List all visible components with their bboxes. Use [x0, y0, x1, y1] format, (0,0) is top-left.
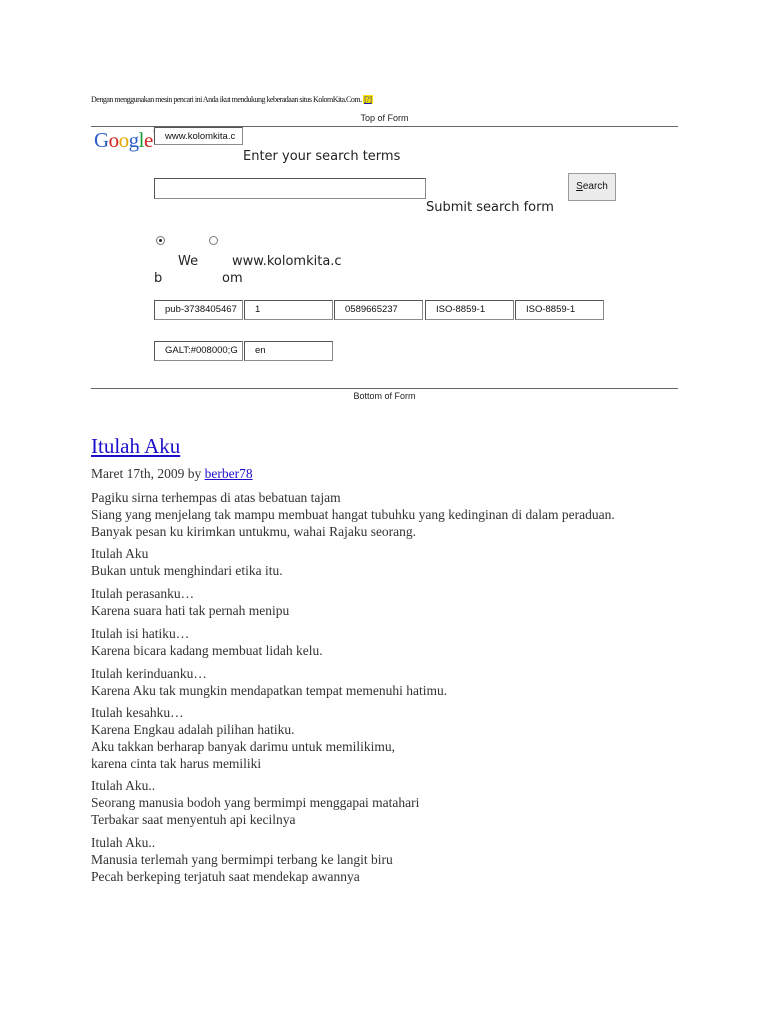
- hl-field[interactable]: en: [244, 341, 333, 361]
- intro-text: [91, 95, 373, 104]
- intro-label: Dengan menggunakan mesin pencari ini Anda ikut mendukung keberadaan situs KolomKita.Com.: [91, 95, 362, 104]
- radio-web-label-wrap: b: [154, 271, 163, 286]
- ie-field[interactable]: ISO-8859-1: [425, 300, 514, 320]
- google-logo: Google: [94, 128, 153, 152]
- poem-paragraph: [91, 625, 323, 659]
- post-title-link[interactable]: Itulah Aku: [91, 434, 181, 458]
- poem-line: Seorang manusia bodoh yang bermimpi menggapai matahari: [91, 795, 420, 810]
- poem-line: Manusia terlemah yang bermimpi terbang ke langit biru: [91, 852, 393, 867]
- poem-line: Itulah kerinduanku…: [91, 666, 207, 681]
- post-date: Maret 17th, 2009 by: [91, 466, 205, 481]
- poem-paragraph: [91, 777, 419, 828]
- poem-line: Karena Aku tak mungkin mendapatkan tempat memenuhi hatimu.: [91, 683, 448, 698]
- poem-line: Terbakar saat menyentuh api kecilnya: [91, 812, 296, 827]
- poem-line: Siang yang menjelang tak mampu membuat hangat tubuhku yang kedinginan di dalam peraduan.: [91, 507, 615, 522]
- radio-web[interactable]: [156, 236, 165, 245]
- poem-line: Itulah perasanku…: [91, 586, 195, 601]
- poem-paragraph: [91, 834, 393, 885]
- radio-web-label: We: [178, 254, 199, 269]
- poem-line: Karena Engkau adalah pilihan hatiku.: [91, 722, 295, 737]
- poem-paragraph: [91, 489, 615, 540]
- cof-field[interactable]: GALT:#008000;G: [154, 341, 243, 361]
- poem-line: Aku takkan berharap banyak darimu untuk memilikimu,: [91, 739, 396, 754]
- poem-line: Bukan untuk menghindari etika itu.: [91, 563, 283, 578]
- radio-site-label-wrap: om: [222, 271, 243, 286]
- poem-paragraph: [91, 585, 289, 619]
- search-button[interactable]: Search: [568, 173, 616, 201]
- poem-line: Itulah Aku..: [91, 835, 156, 850]
- poem-line: karena cinta tak harus memiliki: [91, 756, 262, 771]
- top-of-form-label: Top of Form: [360, 113, 409, 123]
- forid-field[interactable]: 1: [244, 300, 333, 320]
- poem-line: Karena suara hati tak pernah menipu: [91, 603, 290, 618]
- help-link[interactable]: [?]: [364, 95, 372, 104]
- poem-paragraph: [91, 665, 447, 699]
- search-terms-label: Enter your search terms: [243, 149, 401, 164]
- poem-line: Karena bicara kadang membuat lidah kelu.: [91, 643, 323, 658]
- submit-search-label: Submit search form: [426, 200, 554, 215]
- form-bottom-divider: [91, 388, 678, 389]
- author-link[interactable]: berber78: [204, 466, 253, 481]
- poem-paragraph: [91, 704, 395, 772]
- poem-line: Itulah kesahku…: [91, 705, 184, 720]
- poem-line: Itulah Aku: [91, 546, 149, 561]
- poem-line: Pecah berkeping terjatuh saat mendekap awannya: [91, 869, 360, 884]
- oe-field[interactable]: ISO-8859-1: [515, 300, 604, 320]
- radio-site[interactable]: [209, 236, 218, 245]
- client-id-field[interactable]: pub-3738405467: [154, 300, 243, 320]
- search-input[interactable]: [154, 178, 426, 199]
- poem-line: Pagiku sirna terhempas di atas bebatuan tajam: [91, 490, 341, 505]
- poem-paragraph: [91, 545, 283, 579]
- poem-line: Itulah isi hatiku…: [91, 626, 190, 641]
- bottom-of-form-label: Bottom of Form: [353, 391, 416, 401]
- poem-line: Banyak pesan ku kirimkan untukmu, wahai Rajaku seorang.: [91, 524, 417, 539]
- poem-line: Itulah Aku..: [91, 778, 156, 793]
- radio-site-label: www.kolomkita.c: [232, 254, 342, 269]
- channel-field[interactable]: 0589665237: [334, 300, 423, 320]
- post-meta: [91, 466, 253, 482]
- site-domain-field[interactable]: www.kolomkita.c: [154, 127, 243, 145]
